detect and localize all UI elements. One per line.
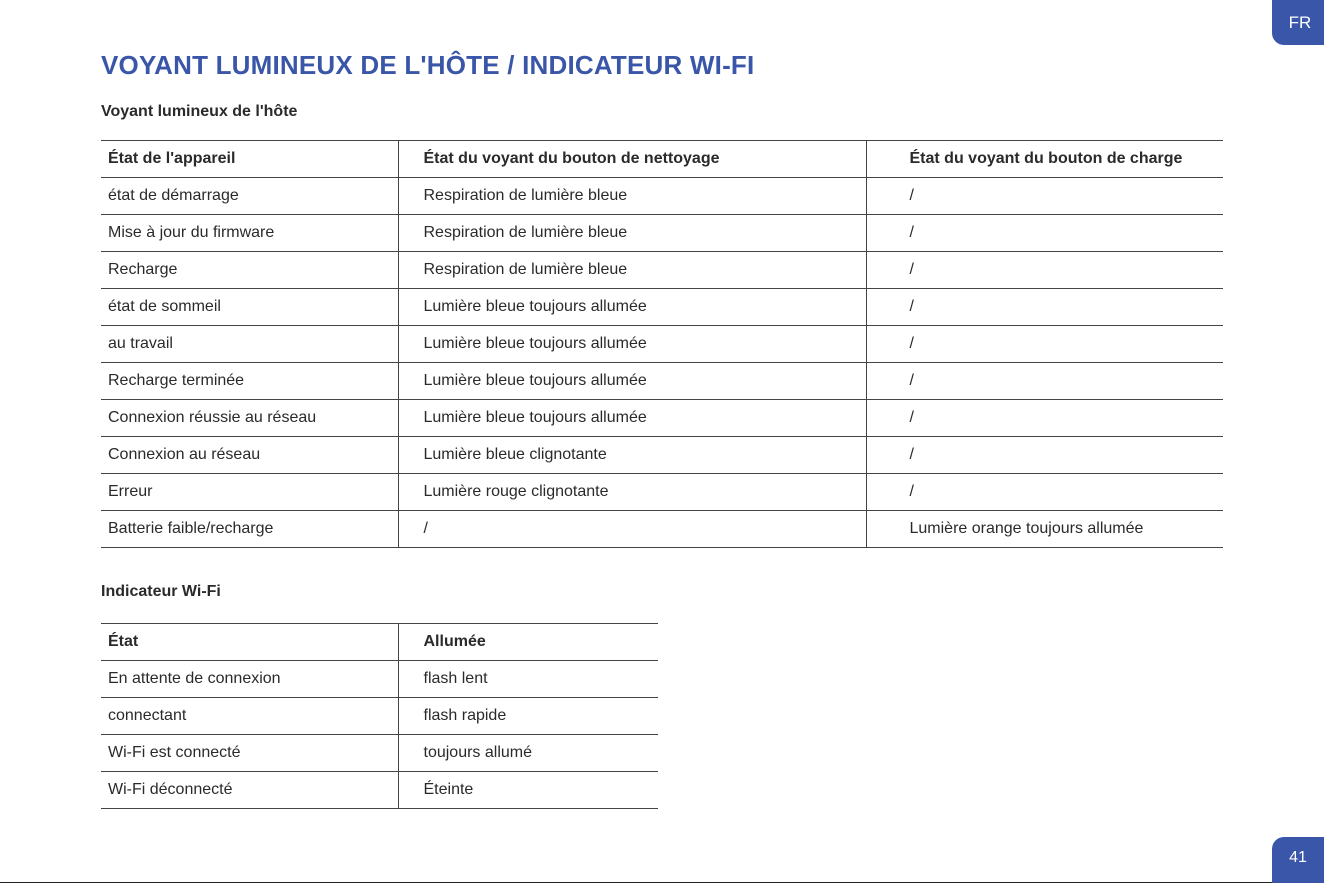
table-row (101, 252, 1223, 289)
charge-light-cell: / (866, 252, 1223, 289)
clean-light-cell: Respiration de lumière bleue (398, 215, 866, 252)
column-header-charge-button-light: État du voyant du bouton de charge (866, 141, 1223, 178)
wifi-indicator-table (101, 623, 658, 809)
column-header-device-state: État de l'appareil (101, 141, 398, 178)
device-state-cell: Erreur (101, 474, 398, 511)
table-row (101, 474, 1223, 511)
clean-light-cell: Respiration de lumière bleue (398, 178, 866, 215)
charge-light-cell: Lumière orange toujours allumée (866, 511, 1223, 548)
table-row (101, 215, 1223, 252)
device-state-cell: Recharge terminée (101, 363, 398, 400)
charge-light-cell: / (866, 363, 1223, 400)
table-row (101, 698, 658, 735)
device-state-cell: Batterie faible/recharge (101, 511, 398, 548)
charge-light-cell: / (866, 215, 1223, 252)
charge-light-cell: / (866, 474, 1223, 511)
table-row (101, 326, 1223, 363)
table-row (101, 289, 1223, 326)
device-state-cell: Connexion réussie au réseau (101, 400, 398, 437)
wifi-state-cell: Wi-Fi déconnecté (101, 772, 398, 809)
clean-light-cell: / (398, 511, 866, 548)
table-row (101, 400, 1223, 437)
host-light-table (101, 140, 1223, 548)
device-state-cell: état de démarrage (101, 178, 398, 215)
clean-light-cell: Lumière bleue toujours allumée (398, 363, 866, 400)
clean-light-cell: Lumière bleue toujours allumée (398, 289, 866, 326)
page-number-tab: 41 (1272, 837, 1324, 883)
charge-light-cell: / (866, 400, 1223, 437)
clean-light-cell: Respiration de lumière bleue (398, 252, 866, 289)
device-state-cell: Recharge (101, 252, 398, 289)
wifi-state-cell: Wi-Fi est connecté (101, 735, 398, 772)
clean-light-cell: Lumière bleue toujours allumée (398, 326, 866, 363)
table-row (101, 511, 1223, 548)
wifi-light-cell: toujours allumé (398, 735, 658, 772)
wifi-light-cell: flash lent (398, 661, 658, 698)
wifi-state-cell: connectant (101, 698, 398, 735)
column-header-light: Allumée (398, 624, 658, 661)
table-row (101, 437, 1223, 474)
host-light-heading: Voyant lumineux de l'hôte (101, 103, 298, 120)
clean-light-cell: Lumière rouge clignotante (398, 474, 866, 511)
table-row (101, 661, 658, 698)
clean-light-cell: Lumière bleue toujours allumée (398, 400, 866, 437)
device-state-cell: Connexion au réseau (101, 437, 398, 474)
device-state-cell: état de sommeil (101, 289, 398, 326)
table-row (101, 178, 1223, 215)
wifi-light-cell: flash rapide (398, 698, 658, 735)
page-title: VOYANT LUMINEUX DE L'HÔTE / INDICATEUR WI-FI (101, 50, 755, 80)
device-state-cell: au travail (101, 326, 398, 363)
charge-light-cell: / (866, 437, 1223, 474)
table-header-row (101, 624, 658, 661)
charge-light-cell: / (866, 326, 1223, 363)
table-row (101, 735, 658, 772)
clean-light-cell: Lumière bleue clignotante (398, 437, 866, 474)
charge-light-cell: / (866, 178, 1223, 215)
table-row (101, 772, 658, 809)
language-tab: FR (1272, 0, 1324, 45)
charge-light-cell: / (866, 289, 1223, 326)
wifi-light-cell: Éteinte (398, 772, 658, 809)
column-header-state: État (101, 624, 398, 661)
column-header-clean-button-light: État du voyant du bouton de nettoyage (398, 141, 866, 178)
table-header-row (101, 141, 1223, 178)
wifi-indicator-heading: Indicateur Wi-Fi (101, 583, 221, 600)
wifi-state-cell: En attente de connexion (101, 661, 398, 698)
table-row (101, 363, 1223, 400)
device-state-cell: Mise à jour du firmware (101, 215, 398, 252)
